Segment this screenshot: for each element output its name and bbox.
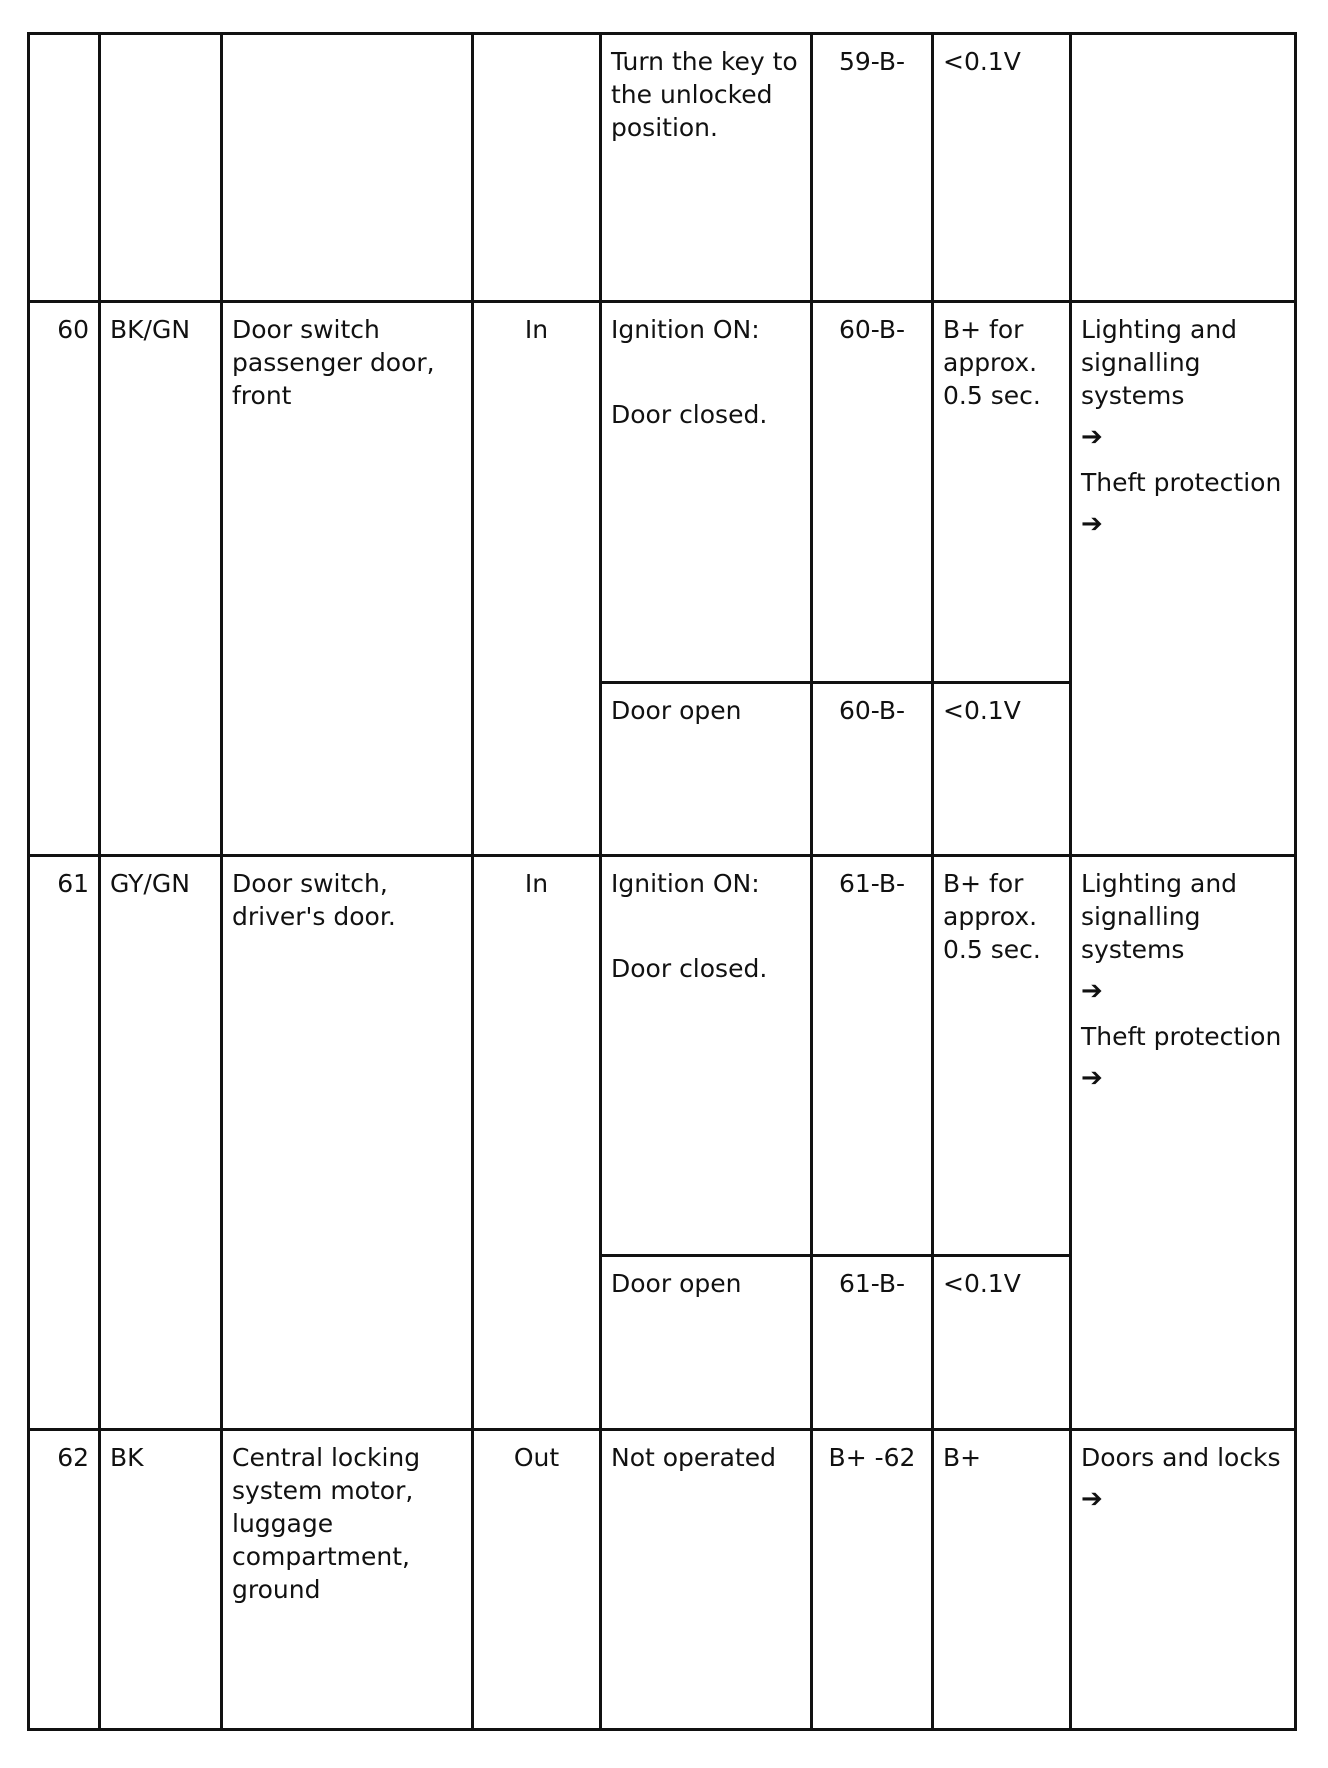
wire-color-cell: BK: [100, 1430, 222, 1730]
condition-cell: [601, 856, 812, 1256]
table-row: [29, 1430, 1296, 1730]
condition-cell: Not operated: [601, 1430, 812, 1730]
direction-cell: In: [473, 302, 601, 856]
arrow-right-icon[interactable]: ➔: [1081, 976, 1103, 1006]
value-cell: B+ for approx. 0.5 sec.: [933, 856, 1071, 1256]
wire-color-cell: [100, 34, 222, 302]
value-cell: B+ for approx. 0.5 sec.: [933, 302, 1071, 683]
measure-point-cell: 61-B-: [812, 1256, 933, 1430]
pin-cell: 60: [29, 302, 100, 856]
value-cell: <0.1V: [933, 683, 1071, 856]
pin-assignment-table: [27, 32, 1297, 1731]
measure-point-cell: 59-B-: [812, 34, 933, 302]
reference-link-theft[interactable]: Theft protection: [1081, 468, 1282, 497]
direction-cell: [473, 34, 601, 302]
value-cell: <0.1V: [933, 1256, 1071, 1430]
condition-extra-text: Door closed.: [611, 954, 768, 983]
description-cell: Central locking system motor, luggage compartment, ground: [222, 1430, 473, 1730]
arrow-right-icon[interactable]: ➔: [1081, 422, 1103, 452]
condition-cell: [601, 302, 812, 683]
arrow-right-icon[interactable]: ➔: [1081, 1063, 1103, 1093]
pin-cell: 61: [29, 856, 100, 1430]
wire-color-cell: GY/GN: [100, 856, 222, 1430]
description-cell: Door switch, driver's door.: [222, 856, 473, 1430]
reference-link-doors[interactable]: Doors and locks: [1081, 1443, 1281, 1472]
condition-extra-text: Door closed.: [611, 400, 768, 429]
condition-cell: Door open: [601, 683, 812, 856]
table-row: [29, 302, 1296, 683]
direction-cell: Out: [473, 1430, 601, 1730]
value-cell: <0.1V: [933, 34, 1071, 302]
reference-link-theft[interactable]: Theft protection: [1081, 1022, 1282, 1051]
condition-cell: Turn the key to the unlocked position.: [601, 34, 812, 302]
reference-cell: [1071, 302, 1296, 856]
measure-point-cell: 61-B-: [812, 856, 933, 1256]
description-cell: Door switch passenger door, front: [222, 302, 473, 856]
measure-point-cell: B+ -62: [812, 1430, 933, 1730]
condition-text: Ignition ON:: [611, 315, 760, 344]
table-row: [29, 856, 1296, 1256]
description-cell: [222, 34, 473, 302]
arrow-right-icon[interactable]: ➔: [1081, 509, 1103, 539]
direction-cell: In: [473, 856, 601, 1430]
reference-link-lighting[interactable]: Lighting and signalling systems: [1081, 869, 1238, 964]
reference-cell: [1071, 1430, 1296, 1730]
condition-text: Ignition ON:: [611, 869, 760, 898]
pin-cell: [29, 34, 100, 302]
arrow-right-icon[interactable]: ➔: [1081, 1484, 1103, 1514]
table-row: [29, 34, 1296, 302]
reference-cell: [1071, 856, 1296, 1430]
reference-cell: [1071, 34, 1296, 302]
measure-point-cell: 60-B-: [812, 683, 933, 856]
value-cell: B+: [933, 1430, 1071, 1730]
condition-cell: Door open: [601, 1256, 812, 1430]
pin-cell: 62: [29, 1430, 100, 1730]
measure-point-cell: 60-B-: [812, 302, 933, 683]
wire-color-cell: BK/GN: [100, 302, 222, 856]
reference-link-lighting[interactable]: Lighting and signalling systems: [1081, 315, 1238, 410]
